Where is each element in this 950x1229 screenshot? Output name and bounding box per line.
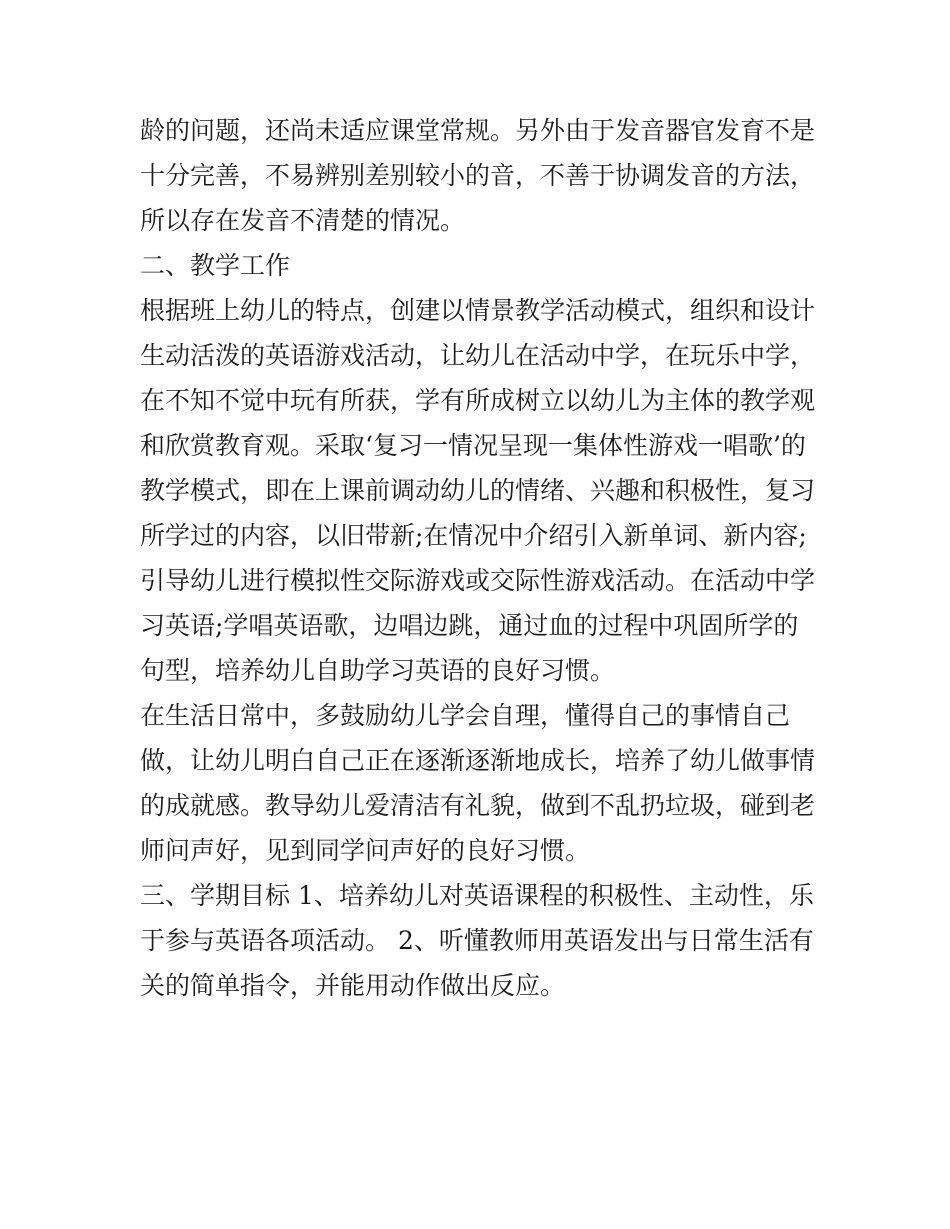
document-body bbox=[140, 108, 820, 1008]
text-line: 师问声好，见到同学问声好的良好习惯。 bbox=[140, 836, 591, 865]
text-line: 在生活日常中，多鼓励幼儿学会自理，懂得自己的事情自己 bbox=[140, 701, 791, 730]
text-line: 和欣赏教育观。采取‘复习一情况呈现一集体性游戏一唱歌’的 bbox=[140, 431, 806, 460]
text-line: 句型，培养幼儿自助学习英语的良好习惯。 bbox=[140, 656, 616, 685]
text-line: 十分完善，不易辨别差别较小的音，不善于协调发音的方法， bbox=[140, 161, 816, 190]
text-line: 关的简单指令，并能用动作做出反应。 bbox=[140, 971, 566, 1000]
text-line: 生动活泼的英语游戏活动，让幼儿在活动中学，在玩乐中学， bbox=[140, 341, 816, 370]
text-line: 所学过的内容，以旧带新;在情况中介绍引入新单词、新内容; bbox=[140, 521, 807, 550]
section-heading: 三、学期目标 1、培养幼儿对英语课程的积极性、主动性，乐 bbox=[140, 881, 814, 910]
text-line: 教学模式，即在上课前调动幼儿的情绪、兴趣和积极性，复习 bbox=[140, 476, 816, 505]
text-line: 习英语;学唱英语歌，边唱边跳，通过血的过程中巩固所学的 bbox=[140, 611, 799, 640]
text-line: 所以存在发音不清楚的情况。 bbox=[140, 206, 466, 235]
text-line: 龄的问题，还尚未适应课堂常规。另外由于发音器官发育不是 bbox=[140, 116, 816, 145]
text-line: 在不知不觉中玩有所获，学有所成树立以幼儿为主体的教学观 bbox=[140, 386, 816, 415]
text-line: 引导幼儿进行模拟性交际游戏或交际性游戏活动。在活动中学 bbox=[140, 566, 816, 595]
text-line: 根据班上幼儿的特点，创建以情景教学活动模式，组织和设计 bbox=[140, 296, 816, 325]
text-line: 的成就感。教导幼儿爱清洁有礼貌，做到不乱扔垃圾，碰到老 bbox=[140, 791, 816, 820]
text-line: 做，让幼儿明白自己正在逐渐逐渐地成长，培养了幼儿做事情 bbox=[140, 746, 816, 775]
text-line: 于参与英语各项活动。 2、听懂教师用英语发出与日常生活有 bbox=[140, 926, 814, 955]
section-heading: 二、教学工作 bbox=[140, 251, 291, 280]
